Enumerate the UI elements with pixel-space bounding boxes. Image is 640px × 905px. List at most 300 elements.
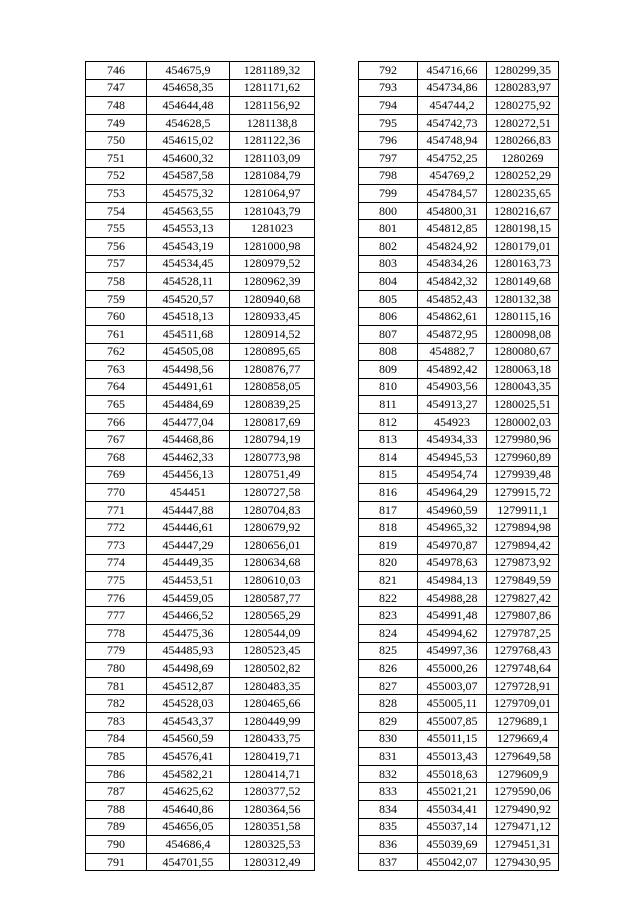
y-coordinate-cell: 1279490,92 — [487, 800, 559, 818]
x-coordinate-cell: 454834,26 — [418, 255, 487, 273]
y-coordinate-cell: 1279873,92 — [487, 554, 559, 572]
y-coordinate-cell: 1280149,68 — [487, 273, 559, 291]
point-number-cell: 788 — [86, 800, 147, 818]
y-coordinate-cell: 1279894,42 — [487, 537, 559, 555]
x-coordinate-cell: 454628,5 — [147, 114, 230, 132]
x-coordinate-cell: 454459,05 — [147, 589, 230, 607]
point-number-cell: 823 — [359, 607, 418, 625]
y-coordinate-cell: 1280876,77 — [230, 361, 315, 379]
x-coordinate-cell: 454970,87 — [418, 537, 487, 555]
point-number-cell: 835 — [359, 818, 418, 836]
table-row — [359, 748, 559, 766]
point-number-cell: 800 — [359, 202, 418, 220]
table-row — [359, 642, 559, 660]
point-number-cell: 787 — [86, 783, 147, 801]
y-coordinate-cell: 1279894,98 — [487, 519, 559, 537]
table-row — [359, 800, 559, 818]
point-number-cell: 760 — [86, 308, 147, 326]
y-coordinate-cell: 1279728,91 — [487, 677, 559, 695]
x-coordinate-cell: 455021,21 — [418, 783, 487, 801]
point-number-cell: 763 — [86, 361, 147, 379]
x-coordinate-cell: 454686,4 — [147, 836, 230, 854]
point-number-cell: 776 — [86, 589, 147, 607]
y-coordinate-cell: 1280115,16 — [487, 308, 559, 326]
table-row — [86, 466, 315, 484]
table-row — [359, 237, 559, 255]
y-coordinate-cell: 1280610,03 — [230, 572, 315, 590]
x-coordinate-cell: 454543,37 — [147, 712, 230, 730]
x-coordinate-cell: 454742,73 — [418, 114, 487, 132]
table-row — [359, 325, 559, 343]
point-number-cell: 836 — [359, 836, 418, 854]
x-coordinate-cell: 454824,92 — [418, 237, 487, 255]
x-coordinate-cell: 454984,13 — [418, 572, 487, 590]
point-number-cell: 747 — [86, 79, 147, 97]
table-row — [86, 660, 315, 678]
table-row — [86, 449, 315, 467]
x-coordinate-cell: 454842,32 — [418, 273, 487, 291]
x-coordinate-cell: 454451 — [147, 484, 230, 502]
y-coordinate-cell: 1280325,53 — [230, 836, 315, 854]
table-row — [359, 466, 559, 484]
point-number-cell: 768 — [86, 449, 147, 467]
y-coordinate-cell: 1280914,52 — [230, 325, 315, 343]
table-row — [359, 853, 559, 871]
point-number-cell: 803 — [359, 255, 418, 273]
point-number-cell: 780 — [86, 660, 147, 678]
coordinates-table-left — [85, 61, 315, 871]
x-coordinate-cell: 454446,61 — [147, 519, 230, 537]
y-coordinate-cell: 1280098,08 — [487, 325, 559, 343]
point-number-cell: 789 — [86, 818, 147, 836]
x-coordinate-cell: 454466,52 — [147, 607, 230, 625]
x-coordinate-cell: 454812,85 — [418, 220, 487, 238]
y-coordinate-cell: 1280817,69 — [230, 413, 315, 431]
table-row — [86, 361, 315, 379]
point-number-cell: 779 — [86, 642, 147, 660]
point-number-cell: 834 — [359, 800, 418, 818]
table-row — [86, 413, 315, 431]
point-number-cell: 783 — [86, 712, 147, 730]
point-number-cell: 766 — [86, 413, 147, 431]
point-number-cell: 824 — [359, 625, 418, 643]
point-number-cell: 754 — [86, 202, 147, 220]
y-coordinate-cell: 1280002,03 — [487, 413, 559, 431]
table-row — [86, 572, 315, 590]
y-coordinate-cell: 1281043,79 — [230, 202, 315, 220]
table-row — [359, 431, 559, 449]
y-coordinate-cell: 1280163,73 — [487, 255, 559, 273]
table-row — [86, 79, 315, 97]
y-coordinate-cell: 1280962,39 — [230, 273, 315, 291]
point-number-cell: 815 — [359, 466, 418, 484]
x-coordinate-cell: 454991,48 — [418, 607, 487, 625]
table-row — [359, 62, 559, 80]
y-coordinate-cell: 1280979,52 — [230, 255, 315, 273]
table-row — [359, 589, 559, 607]
x-coordinate-cell: 454468,86 — [147, 431, 230, 449]
x-coordinate-cell: 454582,21 — [147, 765, 230, 783]
point-number-cell: 831 — [359, 748, 418, 766]
x-coordinate-cell: 454701,55 — [147, 853, 230, 871]
point-number-cell: 755 — [86, 220, 147, 238]
point-number-cell: 782 — [86, 695, 147, 713]
y-coordinate-cell: 1279471,12 — [487, 818, 559, 836]
point-number-cell: 762 — [86, 343, 147, 361]
table-row — [86, 642, 315, 660]
table-row — [86, 836, 315, 854]
x-coordinate-cell: 454512,87 — [147, 677, 230, 695]
table-row — [86, 853, 315, 871]
table-row — [359, 625, 559, 643]
y-coordinate-cell: 1280419,71 — [230, 748, 315, 766]
table-row — [86, 501, 315, 519]
y-coordinate-cell: 1280704,83 — [230, 501, 315, 519]
point-number-cell: 822 — [359, 589, 418, 607]
y-coordinate-cell: 1280312,49 — [230, 853, 315, 871]
y-coordinate-cell: 1280132,38 — [487, 290, 559, 308]
x-coordinate-cell: 454965,32 — [418, 519, 487, 537]
x-coordinate-cell: 455007,85 — [418, 712, 487, 730]
point-number-cell: 799 — [359, 185, 418, 203]
point-number-cell: 790 — [86, 836, 147, 854]
y-coordinate-cell: 1280465,66 — [230, 695, 315, 713]
table-body — [86, 62, 315, 871]
point-number-cell: 775 — [86, 572, 147, 590]
table-row — [86, 537, 315, 555]
y-coordinate-cell: 1279649,58 — [487, 748, 559, 766]
point-number-cell: 769 — [86, 466, 147, 484]
x-coordinate-cell: 454447,88 — [147, 501, 230, 519]
table-row — [86, 748, 315, 766]
point-number-cell: 785 — [86, 748, 147, 766]
point-number-cell: 781 — [86, 677, 147, 695]
x-coordinate-cell: 454528,03 — [147, 695, 230, 713]
x-coordinate-cell: 454563,55 — [147, 202, 230, 220]
point-number-cell: 811 — [359, 396, 418, 414]
point-number-cell: 808 — [359, 343, 418, 361]
x-coordinate-cell: 454491,61 — [147, 378, 230, 396]
y-coordinate-cell: 1279709,01 — [487, 695, 559, 713]
x-coordinate-cell: 454852,43 — [418, 290, 487, 308]
table-row — [359, 290, 559, 308]
x-coordinate-cell: 454994,62 — [418, 625, 487, 643]
y-coordinate-cell: 1279960,89 — [487, 449, 559, 467]
point-number-cell: 820 — [359, 554, 418, 572]
table-row — [359, 660, 559, 678]
y-coordinate-cell: 1279768,43 — [487, 642, 559, 660]
y-coordinate-cell: 1280377,52 — [230, 783, 315, 801]
y-coordinate-cell: 1279827,42 — [487, 589, 559, 607]
x-coordinate-cell: 454449,35 — [147, 554, 230, 572]
y-coordinate-cell: 1280449,99 — [230, 712, 315, 730]
table-row — [86, 695, 315, 713]
x-coordinate-cell: 454447,29 — [147, 537, 230, 555]
x-coordinate-cell: 454576,41 — [147, 748, 230, 766]
table-row — [359, 677, 559, 695]
x-coordinate-cell: 455034,41 — [418, 800, 487, 818]
x-coordinate-cell: 454625,62 — [147, 783, 230, 801]
y-coordinate-cell: 1280751,49 — [230, 466, 315, 484]
point-number-cell: 819 — [359, 537, 418, 555]
y-coordinate-cell: 1280266,83 — [487, 132, 559, 150]
y-coordinate-cell: 1280895,65 — [230, 343, 315, 361]
table-row — [86, 765, 315, 783]
x-coordinate-cell: 454734,86 — [418, 79, 487, 97]
y-coordinate-cell: 1280179,01 — [487, 237, 559, 255]
x-coordinate-cell: 454528,11 — [147, 273, 230, 291]
y-coordinate-cell: 1279669,4 — [487, 730, 559, 748]
y-coordinate-cell: 1280587,77 — [230, 589, 315, 607]
table-row — [86, 308, 315, 326]
table-row — [86, 554, 315, 572]
table-row — [359, 449, 559, 467]
point-number-cell: 758 — [86, 273, 147, 291]
x-coordinate-cell: 454485,93 — [147, 642, 230, 660]
point-number-cell: 797 — [359, 149, 418, 167]
table-row — [86, 290, 315, 308]
x-coordinate-cell: 454988,28 — [418, 589, 487, 607]
table-row — [359, 519, 559, 537]
y-coordinate-cell: 1280269 — [487, 149, 559, 167]
point-number-cell: 759 — [86, 290, 147, 308]
y-coordinate-cell: 1280634,68 — [230, 554, 315, 572]
x-coordinate-cell: 454675,9 — [147, 62, 230, 80]
table-row — [359, 114, 559, 132]
y-coordinate-cell: 1281084,79 — [230, 167, 315, 185]
table-row — [359, 730, 559, 748]
point-number-cell: 832 — [359, 765, 418, 783]
point-number-cell: 771 — [86, 501, 147, 519]
point-number-cell: 748 — [86, 97, 147, 115]
x-coordinate-cell: 454892,42 — [418, 361, 487, 379]
y-coordinate-cell: 1279689,1 — [487, 712, 559, 730]
point-number-cell: 767 — [86, 431, 147, 449]
x-coordinate-cell: 454475,36 — [147, 625, 230, 643]
table-row — [86, 800, 315, 818]
y-coordinate-cell: 1281171,62 — [230, 79, 315, 97]
point-number-cell: 802 — [359, 237, 418, 255]
y-coordinate-cell: 1280679,92 — [230, 519, 315, 537]
point-number-cell: 773 — [86, 537, 147, 555]
x-coordinate-cell: 454656,05 — [147, 818, 230, 836]
table-row — [86, 607, 315, 625]
table-row — [86, 519, 315, 537]
x-coordinate-cell: 454872,95 — [418, 325, 487, 343]
x-coordinate-cell: 454658,35 — [147, 79, 230, 97]
y-coordinate-cell: 1279590,06 — [487, 783, 559, 801]
x-coordinate-cell: 455013,43 — [418, 748, 487, 766]
x-coordinate-cell: 455042,07 — [418, 853, 487, 871]
table-row — [359, 572, 559, 590]
table-row — [359, 554, 559, 572]
x-coordinate-cell: 454752,25 — [418, 149, 487, 167]
table-row — [359, 537, 559, 555]
point-number-cell: 810 — [359, 378, 418, 396]
x-coordinate-cell: 454640,86 — [147, 800, 230, 818]
table-row — [86, 484, 315, 502]
table-row — [86, 589, 315, 607]
table-row — [86, 237, 315, 255]
x-coordinate-cell: 454862,61 — [418, 308, 487, 326]
table-row — [86, 343, 315, 361]
table-row — [359, 607, 559, 625]
table-row — [359, 783, 559, 801]
y-coordinate-cell: 1279911,1 — [487, 501, 559, 519]
table-row — [359, 765, 559, 783]
point-number-cell: 828 — [359, 695, 418, 713]
point-number-cell: 753 — [86, 185, 147, 203]
x-coordinate-cell: 454553,13 — [147, 220, 230, 238]
x-coordinate-cell: 454923 — [418, 413, 487, 431]
point-number-cell: 809 — [359, 361, 418, 379]
x-coordinate-cell: 454716,66 — [418, 62, 487, 80]
x-coordinate-cell: 455039,69 — [418, 836, 487, 854]
x-coordinate-cell: 454744,2 — [418, 97, 487, 115]
table-row — [359, 308, 559, 326]
x-coordinate-cell: 454453,51 — [147, 572, 230, 590]
x-coordinate-cell: 454462,33 — [147, 449, 230, 467]
y-coordinate-cell: 1280656,01 — [230, 537, 315, 555]
x-coordinate-cell: 455005,11 — [418, 695, 487, 713]
table-row — [86, 818, 315, 836]
point-number-cell: 750 — [86, 132, 147, 150]
y-coordinate-cell: 1280198,15 — [487, 220, 559, 238]
x-coordinate-cell: 454543,19 — [147, 237, 230, 255]
table-row — [86, 202, 315, 220]
point-number-cell: 796 — [359, 132, 418, 150]
x-coordinate-cell: 454484,69 — [147, 396, 230, 414]
table-row — [86, 149, 315, 167]
table-row — [359, 185, 559, 203]
table-row — [359, 273, 559, 291]
point-number-cell: 806 — [359, 308, 418, 326]
table-body — [359, 62, 559, 871]
table-row — [359, 396, 559, 414]
point-number-cell: 756 — [86, 237, 147, 255]
point-number-cell: 821 — [359, 572, 418, 590]
point-number-cell: 784 — [86, 730, 147, 748]
y-coordinate-cell: 1279748,64 — [487, 660, 559, 678]
table-row — [359, 202, 559, 220]
table-row — [86, 783, 315, 801]
x-coordinate-cell: 454800,31 — [418, 202, 487, 220]
y-coordinate-cell: 1280272,51 — [487, 114, 559, 132]
point-number-cell: 751 — [86, 149, 147, 167]
y-coordinate-cell: 1279451,31 — [487, 836, 559, 854]
y-coordinate-cell: 1281064,97 — [230, 185, 315, 203]
x-coordinate-cell: 454882,7 — [418, 343, 487, 361]
point-number-cell: 829 — [359, 712, 418, 730]
point-number-cell: 827 — [359, 677, 418, 695]
table-row — [359, 220, 559, 238]
table-row — [86, 730, 315, 748]
y-coordinate-cell: 1280025,51 — [487, 396, 559, 414]
table-row — [86, 431, 315, 449]
x-coordinate-cell: 454913,27 — [418, 396, 487, 414]
x-coordinate-cell: 454560,59 — [147, 730, 230, 748]
point-number-cell: 818 — [359, 519, 418, 537]
y-coordinate-cell: 1280839,25 — [230, 396, 315, 414]
table-row — [359, 255, 559, 273]
coordinates-table-right — [358, 61, 559, 871]
x-coordinate-cell: 454456,13 — [147, 466, 230, 484]
table-row — [86, 220, 315, 238]
y-coordinate-cell: 1280043,35 — [487, 378, 559, 396]
y-coordinate-cell: 1281138,8 — [230, 114, 315, 132]
x-coordinate-cell: 455003,07 — [418, 677, 487, 695]
x-coordinate-cell: 455037,14 — [418, 818, 487, 836]
y-coordinate-cell: 1280364,56 — [230, 800, 315, 818]
point-number-cell: 807 — [359, 325, 418, 343]
x-coordinate-cell: 454945,53 — [418, 449, 487, 467]
y-coordinate-cell: 1281023 — [230, 220, 315, 238]
y-coordinate-cell: 1280299,35 — [487, 62, 559, 80]
point-number-cell: 777 — [86, 607, 147, 625]
y-coordinate-cell: 1280414,71 — [230, 765, 315, 783]
y-coordinate-cell: 1280544,09 — [230, 625, 315, 643]
table-row — [359, 79, 559, 97]
y-coordinate-cell: 1279980,96 — [487, 431, 559, 449]
point-number-cell: 749 — [86, 114, 147, 132]
y-coordinate-cell: 1281156,92 — [230, 97, 315, 115]
point-number-cell: 765 — [86, 396, 147, 414]
x-coordinate-cell: 454518,13 — [147, 308, 230, 326]
point-number-cell: 813 — [359, 431, 418, 449]
y-coordinate-cell: 1280252,29 — [487, 167, 559, 185]
point-number-cell: 798 — [359, 167, 418, 185]
point-number-cell: 817 — [359, 501, 418, 519]
point-number-cell: 757 — [86, 255, 147, 273]
point-number-cell: 772 — [86, 519, 147, 537]
y-coordinate-cell: 1281103,09 — [230, 149, 315, 167]
table-row — [86, 325, 315, 343]
table-row — [86, 677, 315, 695]
table-row — [86, 712, 315, 730]
point-number-cell: 830 — [359, 730, 418, 748]
y-coordinate-cell: 1280523,45 — [230, 642, 315, 660]
y-coordinate-cell: 1280063,18 — [487, 361, 559, 379]
table-row — [86, 625, 315, 643]
x-coordinate-cell: 454960,59 — [418, 501, 487, 519]
point-number-cell: 792 — [359, 62, 418, 80]
table-row — [359, 484, 559, 502]
x-coordinate-cell: 454748,94 — [418, 132, 487, 150]
table-row — [359, 712, 559, 730]
table-row — [86, 273, 315, 291]
table-row — [359, 343, 559, 361]
point-number-cell: 837 — [359, 853, 418, 871]
x-coordinate-cell: 454498,69 — [147, 660, 230, 678]
y-coordinate-cell: 1280433,75 — [230, 730, 315, 748]
x-coordinate-cell: 454903,56 — [418, 378, 487, 396]
point-number-cell: 791 — [86, 853, 147, 871]
x-coordinate-cell: 454978,63 — [418, 554, 487, 572]
point-number-cell: 794 — [359, 97, 418, 115]
x-coordinate-cell: 454534,45 — [147, 255, 230, 273]
point-number-cell: 746 — [86, 62, 147, 80]
table-row — [86, 114, 315, 132]
y-coordinate-cell: 1281189,32 — [230, 62, 315, 80]
y-coordinate-cell: 1280858,05 — [230, 378, 315, 396]
y-coordinate-cell: 1280216,67 — [487, 202, 559, 220]
y-coordinate-cell: 1279430,95 — [487, 853, 559, 871]
table-row — [359, 167, 559, 185]
point-number-cell: 761 — [86, 325, 147, 343]
y-coordinate-cell: 1281122,36 — [230, 132, 315, 150]
y-coordinate-cell: 1281000,98 — [230, 237, 315, 255]
table-row — [359, 132, 559, 150]
